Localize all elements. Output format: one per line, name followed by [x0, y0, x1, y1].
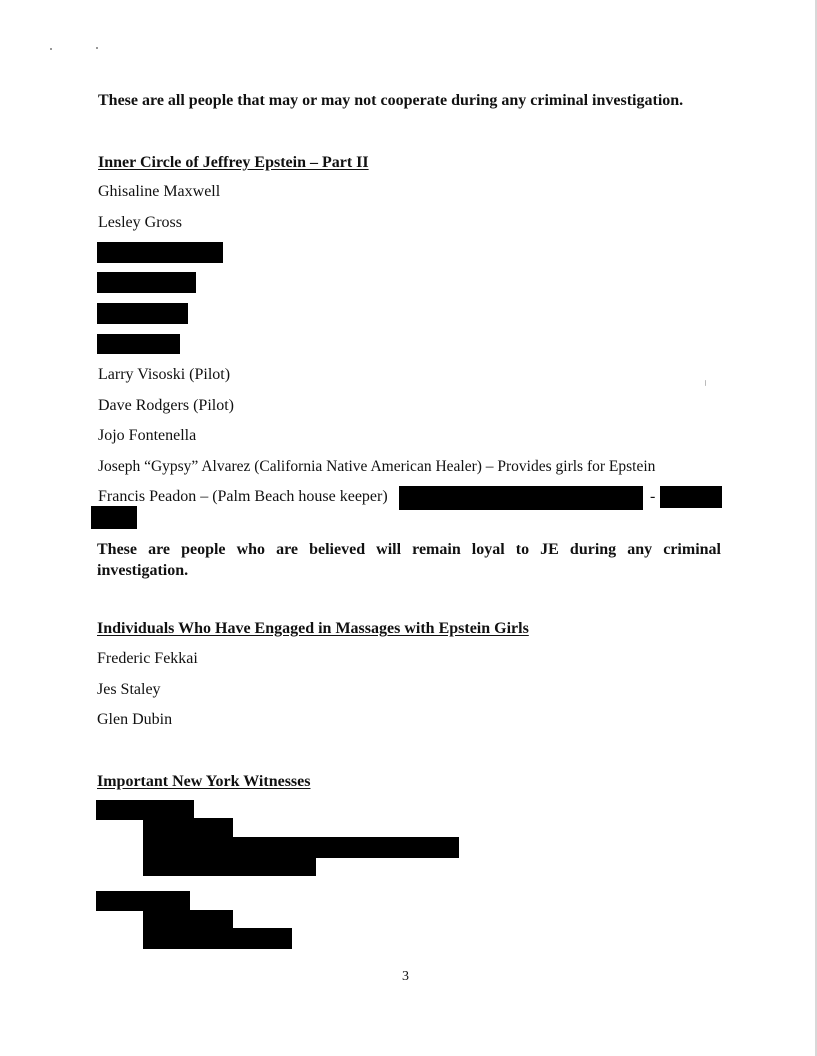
- ny-witnesses-heading: Important New York Witnesses: [97, 773, 311, 790]
- redaction-block: [97, 334, 180, 354]
- massages-name: Jes Staley: [97, 681, 161, 698]
- inner-circle-name: Francis Peadon – (Palm Beach house keeper): [98, 488, 388, 505]
- redaction-block: [96, 800, 194, 820]
- scan-speck: [96, 47, 98, 49]
- page-number: 3: [402, 969, 409, 984]
- redaction-block: [97, 242, 223, 263]
- massages-name: Glen Dubin: [97, 711, 173, 728]
- redaction-separator: -: [650, 488, 656, 505]
- redaction-block: [91, 506, 137, 529]
- inner-circle-name: Larry Visoski (Pilot): [98, 366, 231, 383]
- redaction-block: [143, 910, 233, 930]
- inner-circle-name: Lesley Gross: [98, 214, 182, 231]
- redaction-block: [96, 891, 190, 911]
- scan-speck: [50, 48, 52, 50]
- inner-circle-name: Joseph “Gypsy” Alvarez (California Native American Healer) – Provides girls for Epstein: [98, 458, 656, 475]
- scan-speck: [705, 380, 706, 386]
- inner-circle-name: Ghisaline Maxwell: [98, 183, 221, 200]
- inner-circle-heading: Inner Circle of Jeffrey Epstein – Part II: [98, 154, 369, 171]
- redaction-block: [143, 837, 459, 858]
- intro-statement: These are all people that may or may not cooperate during any criminal investigation.: [98, 92, 684, 109]
- massages-heading: Individuals Who Have Engaged in Massages with Epstein Girls: [97, 620, 529, 637]
- inner-circle-name: Dave Rodgers (Pilot): [98, 397, 234, 414]
- loyal-statement: These are people who are believed will remain loyal to JE during any criminal investigation.: [97, 541, 721, 579]
- redaction-block: [143, 818, 233, 838]
- inner-circle-name: Jojo Fontenella: [98, 427, 197, 444]
- redaction-block: [143, 928, 292, 949]
- redaction-block: [660, 486, 722, 508]
- redaction-block: [97, 272, 196, 293]
- redaction-block: [399, 486, 643, 510]
- redaction-block: [143, 856, 316, 876]
- redaction-block: [97, 303, 188, 324]
- massages-name: Frederic Fekkai: [97, 650, 198, 667]
